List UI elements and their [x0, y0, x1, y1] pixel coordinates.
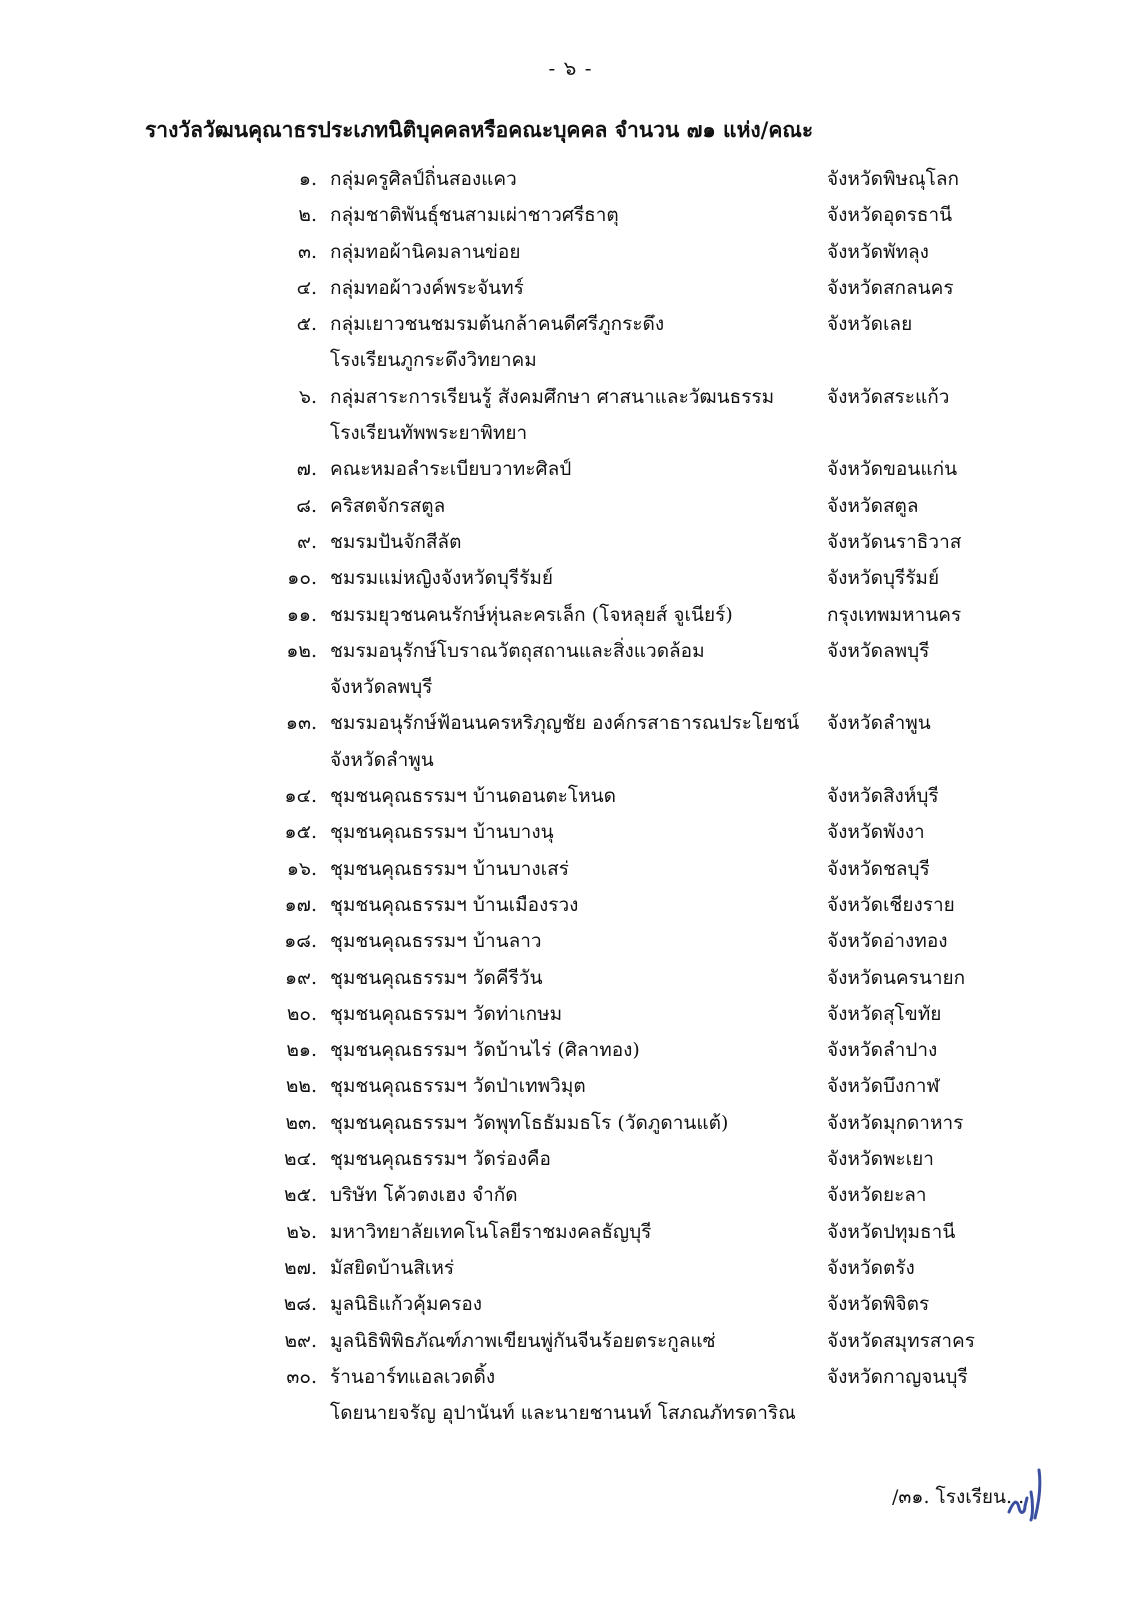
item-number: ๑๐.	[287, 567, 317, 590]
list-item	[0, 1213, 1141, 1249]
list-item-continuation-line	[0, 668, 1141, 704]
signature-mark	[1003, 1462, 1049, 1522]
list-item-continuation-line	[0, 414, 1141, 450]
item-province: จังหวัดเลย	[827, 313, 913, 336]
list-item-line	[0, 305, 1141, 341]
item-province: จังหวัดพะเยา	[827, 1148, 934, 1171]
list-item	[0, 1249, 1141, 1285]
list-item-line	[0, 959, 1141, 995]
list-item	[0, 233, 1141, 269]
item-province: จังหวัดอุดรธานี	[827, 204, 953, 227]
list-item	[0, 196, 1141, 232]
item-name: ชุมชนคุณธรรมฯ บ้านเมืองรวง	[330, 893, 579, 916]
item-number: ๑๕.	[284, 821, 317, 844]
item-number: ๑๑.	[286, 603, 317, 626]
list-item-line	[0, 777, 1141, 813]
list-item	[0, 450, 1141, 486]
list-item-line	[0, 269, 1141, 305]
item-name: กลุ่มทอผ้าวงค์พระจันทร์	[330, 276, 524, 299]
item-number: ๕.	[296, 313, 317, 336]
item-province: กรุงเทพมหานคร	[827, 603, 962, 626]
item-number: ๑๙.	[284, 966, 317, 989]
list-item	[0, 813, 1141, 849]
item-name: ชมรมยุวชนคนรักษ์หุ่นละครเล็ก (โจหลุยส์ จูเนียร์)	[330, 603, 733, 626]
list-item	[0, 959, 1141, 995]
item-province: จังหวัดนครนายก	[827, 966, 966, 989]
item-name: ร้านอาร์ทแอลเวดดิ้ง	[330, 1365, 496, 1388]
list-item-line	[0, 487, 1141, 523]
item-name: ชมรมแม่หญิงจังหวัดบุรีรัมย์	[330, 567, 553, 590]
item-number: ๒๘.	[283, 1293, 317, 1316]
item-province: จังหวัดยะลา	[827, 1184, 927, 1207]
item-name: มูลนิธิแก้วคุ้มครอง	[330, 1293, 483, 1316]
list-item-line	[0, 1176, 1141, 1212]
list-item	[0, 1176, 1141, 1212]
item-name: ชุมชนคุณธรรมฯ บ้านบางนุ	[330, 821, 554, 844]
list-item-line	[0, 1031, 1141, 1067]
item-number: ๒๗.	[284, 1256, 317, 1279]
list-item-line	[0, 886, 1141, 922]
item-number: ๒๔.	[284, 1148, 317, 1171]
list-item-continuation-line	[0, 741, 1141, 777]
item-name: มัสยิดบ้านสิเหร่	[330, 1256, 455, 1279]
item-number: ๒๕.	[284, 1184, 317, 1207]
award-list	[0, 160, 1141, 1430]
list-item-line	[0, 1249, 1141, 1285]
list-item	[0, 596, 1141, 632]
item-number: ๒๙.	[284, 1329, 317, 1352]
item-province: จังหวัดสุโขทัย	[827, 1002, 942, 1025]
list-item	[0, 1031, 1141, 1067]
item-province: จังหวัดพัทลุง	[827, 240, 929, 263]
item-province: จังหวัดตรัง	[827, 1256, 915, 1279]
list-item	[0, 1140, 1141, 1176]
item-name-continuation: โรงเรียนภูกระดึงวิทยาคม	[330, 349, 537, 372]
item-name: กลุ่มครูศิลป์ถิ่นสองแคว	[330, 168, 517, 190]
item-name: ชมรมปันจักสีลัต	[330, 530, 462, 553]
item-province: จังหวัดพิษณุโลก	[827, 168, 959, 190]
list-item	[0, 922, 1141, 958]
list-item	[0, 1285, 1141, 1321]
item-number: ๒๐.	[286, 1002, 317, 1025]
item-name: ชมรมอนุรักษ์โบราณวัตถุสถานและสิ่งแวดล้อม	[330, 639, 705, 662]
item-number: ๘.	[296, 494, 317, 517]
list-item-line	[0, 632, 1141, 668]
item-number: ๒๖.	[286, 1220, 317, 1243]
list-item	[0, 1322, 1141, 1358]
item-province: จังหวัดลำปาง	[827, 1039, 938, 1062]
item-name: มหาวิทยาลัยเทคโนโลยีราชมงคลธัญบุรี	[330, 1220, 652, 1243]
item-name: กลุ่มทอผ้านิคมลานข่อย	[330, 240, 521, 263]
item-number: ๖.	[298, 385, 317, 408]
list-item	[0, 305, 1141, 378]
list-item-line	[0, 995, 1141, 1031]
list-item-line	[0, 559, 1141, 595]
list-item-line	[0, 378, 1141, 414]
item-number: ๓.	[297, 240, 317, 263]
list-item	[0, 850, 1141, 886]
item-number: ๑.	[298, 168, 317, 190]
list-item-line	[0, 1285, 1141, 1321]
item-province: จังหวัดเชียงราย	[827, 893, 955, 916]
item-province: จังหวัดนราธิวาส	[827, 530, 962, 553]
list-item	[0, 886, 1141, 922]
item-number: ๑๗.	[284, 893, 317, 916]
list-item-line	[0, 1322, 1141, 1358]
item-province: จังหวัดพิจิตร	[827, 1293, 930, 1316]
item-number: ๒.	[298, 204, 317, 227]
list-item-line	[0, 1067, 1141, 1103]
item-number: ๑๘.	[284, 930, 317, 953]
list-item	[0, 632, 1141, 705]
item-name: บริษัท โค้วตงเฮง จำกัด	[330, 1184, 518, 1207]
continuation-note: /๓๑. โรงเรียน...	[892, 1486, 1025, 1508]
list-item	[0, 1104, 1141, 1140]
list-item-line	[0, 1213, 1141, 1249]
item-province: จังหวัดชลบุรี	[827, 857, 930, 880]
item-name-continuation: โรงเรียนทัพพระยาพิทยา	[330, 422, 528, 445]
list-item	[0, 704, 1141, 777]
list-item	[0, 378, 1141, 451]
list-item-line	[0, 523, 1141, 559]
item-name-continuation: จังหวัดลพบุรี	[330, 676, 433, 699]
item-name: ชุมชนคุณธรรมฯ วัดคีรีวัน	[330, 966, 543, 989]
list-item-line	[0, 160, 1141, 196]
item-number: ๔.	[296, 276, 317, 299]
item-province: จังหวัดสกลนคร	[827, 276, 954, 299]
item-number: ๑๔.	[284, 785, 317, 808]
item-name: ชุมชนคุณธรรมฯ บ้านลาว	[330, 930, 542, 953]
item-name: ชุมชนคุณธรรมฯ บ้านดอนตะโหนด	[330, 785, 616, 808]
item-province: จังหวัดลำพูน	[827, 712, 931, 735]
item-name: กลุ่มสาระการเรียนรู้ สังคมศึกษา ศาสนาและวัฒนธรรม	[330, 385, 775, 408]
item-province: จังหวัดปทุมธานี	[827, 1220, 956, 1243]
list-item	[0, 1358, 1141, 1431]
item-number: ๒๓.	[285, 1111, 317, 1134]
list-item-line	[0, 850, 1141, 886]
item-number: ๑๖.	[286, 857, 317, 880]
item-name: กลุ่มชาติพันธุ์ชนสามเผ่าชาวศรีธาตุ	[330, 204, 619, 227]
list-item	[0, 777, 1141, 813]
item-province: จังหวัดสิงห์บุรี	[827, 785, 939, 808]
item-number: ๑๓.	[285, 712, 317, 735]
list-item-line	[0, 1140, 1141, 1176]
item-name: คณะหมอลำระเบียบวาทะศิลป์	[330, 458, 572, 481]
item-province: จังหวัดขอนแก่น	[827, 458, 958, 481]
list-item-continuation-line	[0, 341, 1141, 377]
list-item-line	[0, 704, 1141, 740]
item-province: จังหวัดสมุทรสาคร	[827, 1329, 975, 1352]
item-province: จังหวัดลพบุรี	[827, 639, 930, 662]
list-item-line	[0, 450, 1141, 486]
page-number: - ๖ -	[548, 56, 593, 80]
item-province: จังหวัดสระแก้ว	[827, 385, 950, 408]
list-item	[0, 523, 1141, 559]
item-number: ๑๒.	[286, 639, 317, 662]
item-province: จังหวัดกาญจนบุรี	[827, 1365, 968, 1388]
item-province: จังหวัดบึงกาฬ	[827, 1075, 940, 1098]
item-number: ๗.	[296, 458, 317, 481]
item-number: ๒๑.	[286, 1039, 317, 1062]
list-item	[0, 487, 1141, 523]
list-item	[0, 559, 1141, 595]
list-item-continuation-line	[0, 1394, 1141, 1430]
list-item	[0, 269, 1141, 305]
item-name: ชุมชนคุณธรรมฯ วัดร่องคือ	[330, 1148, 551, 1171]
item-name: มูลนิธิพิพิธภัณฑ์ภาพเขียนพู่กันจีนร้อยตระกูลแซ่	[330, 1329, 716, 1352]
list-item-line	[0, 1104, 1141, 1140]
list-item	[0, 995, 1141, 1031]
item-province: จังหวัดพังงา	[827, 821, 925, 844]
item-name: ชุมชนคุณธรรมฯ วัดบ้านไร่ (ศิลาทอง)	[330, 1039, 640, 1062]
item-name: คริสตจักรสตูล	[330, 494, 446, 517]
item-number: ๓๐.	[286, 1365, 317, 1388]
item-province: จังหวัดบุรีรัมย์	[827, 567, 940, 590]
item-name: ชมรมอนุรักษ์ฟ้อนนครหริภุญชัย องค์กรสาธารณประโยชน์	[330, 712, 800, 735]
item-province: จังหวัดมุกดาหาร	[827, 1111, 964, 1134]
list-item	[0, 160, 1141, 196]
item-name: ชุมชนคุณธรรมฯ บ้านบางเสร่	[330, 857, 569, 880]
item-number: ๙.	[297, 530, 317, 553]
item-province: จังหวัดสตูล	[827, 494, 919, 517]
item-number: ๒๒.	[285, 1075, 317, 1098]
item-name: ชุมชนคุณธรรมฯ วัดพุทโธธัมมธโร (วัดภูดานแต้)	[330, 1111, 729, 1134]
list-item-line	[0, 813, 1141, 849]
item-name: ชุมชนคุณธรรมฯ วัดป่าเทพวิมุต	[330, 1075, 586, 1098]
list-item	[0, 1067, 1141, 1103]
list-item-line	[0, 596, 1141, 632]
item-name-continuation: จังหวัดลำพูน	[330, 748, 434, 771]
item-name-continuation: โดยนายจรัญ อุปานันท์ และนายชานนท์ โสภณภัทรดาริณ	[330, 1402, 796, 1425]
list-item-line	[0, 922, 1141, 958]
section-heading: รางวัลวัฒนคุณาธรประเภทนิติบุคคลหรือคณะบุคคล จำนวน ๗๑ แห่ง/คณะ	[145, 117, 814, 142]
list-item-line	[0, 196, 1141, 232]
list-item-line	[0, 233, 1141, 269]
item-name: ชุมชนคุณธรรมฯ วัดท่าเกษม	[330, 1002, 563, 1025]
item-province: จังหวัดอ่างทอง	[827, 930, 948, 953]
item-name: กลุ่มเยาวชนชมรมต้นกล้าคนดีศรีภูกระดึง	[330, 313, 665, 336]
list-item-line	[0, 1358, 1141, 1394]
